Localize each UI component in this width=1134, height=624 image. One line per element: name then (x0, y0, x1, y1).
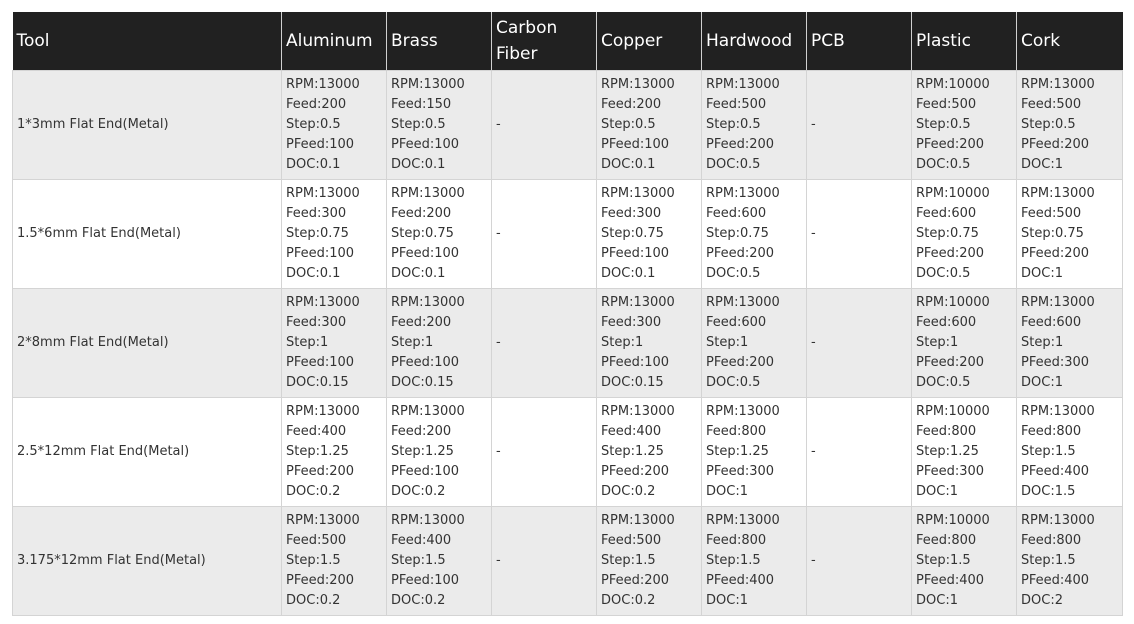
setting-line: Step:1.5 (916, 552, 971, 568)
setting-line: PFeed:300 (1021, 354, 1090, 370)
setting-line: Feed:300 (286, 205, 347, 221)
setting-line: - (496, 443, 501, 459)
setting-line: DOC:0.5 (706, 374, 761, 390)
setting-line: Step:1 (706, 334, 749, 350)
setting-line: RPM:13000 (601, 403, 675, 419)
setting-line: Step:1.25 (391, 443, 454, 459)
setting-line: PFeed:100 (601, 354, 670, 370)
setting-line: DOC:0.2 (601, 483, 656, 499)
setting-line: Feed:200 (391, 205, 452, 221)
setting-line: Feed:500 (916, 96, 977, 112)
setting-line: Feed:600 (916, 314, 977, 330)
setting-line: Step:0.75 (601, 225, 664, 241)
settings-cell (282, 397, 387, 506)
settings-cell (1017, 506, 1123, 615)
setting-line: DOC:0.1 (286, 265, 341, 281)
setting-line: DOC:0.1 (391, 156, 446, 172)
setting-line: DOC:0.5 (706, 265, 761, 281)
column-header-plastic: Plastic (912, 12, 1017, 70)
setting-line: Feed:500 (601, 532, 662, 548)
settings-cell (912, 179, 1017, 288)
setting-line: RPM:13000 (286, 512, 360, 528)
setting-line: RPM:13000 (706, 185, 780, 201)
settings-cell (807, 397, 912, 506)
settings-cell (387, 506, 492, 615)
setting-line: RPM:13000 (706, 294, 780, 310)
settings-cell (912, 288, 1017, 397)
setting-line: PFeed:200 (601, 463, 670, 479)
settings-cell (1017, 288, 1123, 397)
setting-line: PFeed:100 (286, 245, 355, 261)
setting-line: PFeed:400 (706, 572, 775, 588)
setting-line: RPM:10000 (916, 185, 990, 201)
settings-cell (282, 179, 387, 288)
setting-line: Step:1 (391, 334, 434, 350)
setting-line: - (811, 225, 816, 241)
setting-line: Feed:300 (286, 314, 347, 330)
setting-line: PFeed:200 (1021, 245, 1090, 261)
setting-line: RPM:13000 (391, 185, 465, 201)
settings-cell (702, 506, 807, 615)
column-header-carbon-fiber: Carbon Fiber (492, 12, 597, 70)
setting-line: Step:1.25 (286, 443, 349, 459)
setting-line: Feed:200 (286, 96, 347, 112)
setting-line: Feed:300 (601, 314, 662, 330)
settings-cell (1017, 397, 1123, 506)
setting-line: - (811, 116, 816, 132)
setting-line: - (496, 116, 501, 132)
setting-line: Feed:400 (286, 423, 347, 439)
setting-line: DOC:1 (1021, 374, 1063, 390)
settings-cell (912, 397, 1017, 506)
settings-cell (282, 506, 387, 615)
setting-line: DOC:0.1 (286, 156, 341, 172)
setting-line: Step:1.5 (1021, 552, 1076, 568)
setting-line: DOC:0.5 (916, 374, 971, 390)
setting-line: RPM:13000 (601, 76, 675, 92)
settings-cell (807, 70, 912, 179)
setting-line: DOC:0.5 (916, 265, 971, 281)
setting-line: PFeed:200 (286, 572, 355, 588)
table-row (13, 179, 1123, 288)
settings-cell (1017, 70, 1123, 179)
setting-line: Step:0.5 (1021, 116, 1076, 132)
setting-line: Step:0.75 (391, 225, 454, 241)
setting-line: DOC:0.2 (286, 592, 341, 608)
setting-line: Feed:800 (916, 423, 977, 439)
setting-line: Step:0.75 (916, 225, 979, 241)
setting-line: RPM:13000 (706, 76, 780, 92)
setting-line: RPM:13000 (391, 512, 465, 528)
setting-line: DOC:0.1 (601, 156, 656, 172)
settings-cell (492, 506, 597, 615)
setting-line: Step:1.5 (706, 552, 761, 568)
settings-cell (387, 397, 492, 506)
settings-cell (387, 179, 492, 288)
setting-line: Feed:400 (601, 423, 662, 439)
settings-cell (702, 397, 807, 506)
tool-name-cell: 1*3mm Flat End(Metal) (13, 70, 282, 179)
settings-cell (387, 288, 492, 397)
setting-line: PFeed:200 (706, 136, 775, 152)
setting-line: PFeed:200 (706, 245, 775, 261)
tool-name-cell: 3.175*12mm Flat End(Metal) (13, 506, 282, 615)
setting-line: Feed:200 (391, 314, 452, 330)
setting-line: Step:0.5 (706, 116, 761, 132)
setting-line: RPM:13000 (286, 185, 360, 201)
setting-line: - (811, 443, 816, 459)
setting-line: RPM:13000 (1021, 294, 1095, 310)
setting-line: DOC:1 (706, 592, 748, 608)
settings-cell (702, 288, 807, 397)
settings-cell (807, 288, 912, 397)
setting-line: RPM:13000 (391, 403, 465, 419)
settings-cell (492, 288, 597, 397)
tool-name-cell: 2*8mm Flat End(Metal) (13, 288, 282, 397)
setting-line: Step:0.75 (706, 225, 769, 241)
setting-line: RPM:10000 (916, 403, 990, 419)
column-header-brass: Brass (387, 12, 492, 70)
setting-line: RPM:13000 (391, 76, 465, 92)
setting-line: Step:0.75 (1021, 225, 1084, 241)
setting-line: DOC:2 (1021, 592, 1063, 608)
setting-line: Feed:300 (601, 205, 662, 221)
settings-cell (597, 179, 702, 288)
settings-cell (702, 70, 807, 179)
setting-line: PFeed:100 (391, 245, 460, 261)
setting-line: RPM:13000 (601, 294, 675, 310)
setting-line: PFeed:200 (916, 354, 985, 370)
setting-line: Step:1 (1021, 334, 1064, 350)
setting-line: Step:0.5 (286, 116, 341, 132)
settings-cell (807, 179, 912, 288)
settings-cell (492, 70, 597, 179)
feeds-speeds-table-container (12, 12, 1122, 616)
setting-line: Feed:150 (391, 96, 452, 112)
setting-line: DOC:0.5 (706, 156, 761, 172)
setting-line: Step:1.25 (601, 443, 664, 459)
setting-line: Step:1.5 (286, 552, 341, 568)
column-header-cork: Cork (1017, 12, 1123, 70)
setting-line: Feed:800 (1021, 423, 1082, 439)
setting-line: RPM:13000 (286, 403, 360, 419)
setting-line: PFeed:200 (706, 354, 775, 370)
setting-line: PFeed:200 (916, 136, 985, 152)
setting-line: Feed:200 (601, 96, 662, 112)
settings-cell (597, 506, 702, 615)
settings-cell (702, 179, 807, 288)
setting-line: DOC:1 (916, 483, 958, 499)
setting-line: Feed:600 (706, 205, 767, 221)
header-row (13, 12, 1123, 70)
setting-line: PFeed:300 (706, 463, 775, 479)
column-header-hardwood: Hardwood (702, 12, 807, 70)
setting-line: PFeed:300 (916, 463, 985, 479)
setting-line: PFeed:100 (391, 572, 460, 588)
setting-line: Step:1.5 (1021, 443, 1076, 459)
setting-line: RPM:13000 (706, 403, 780, 419)
setting-line: PFeed:100 (286, 136, 355, 152)
setting-line: DOC:0.2 (391, 592, 446, 608)
feeds-speeds-table (12, 12, 1123, 616)
table-header (13, 12, 1123, 70)
setting-line: Step:1 (286, 334, 329, 350)
setting-line: Feed:500 (286, 532, 347, 548)
setting-line: Feed:600 (706, 314, 767, 330)
settings-cell (492, 179, 597, 288)
setting-line: Feed:500 (706, 96, 767, 112)
setting-line: Step:1 (601, 334, 644, 350)
setting-line: DOC:0.2 (286, 483, 341, 499)
setting-line: RPM:10000 (916, 76, 990, 92)
column-header-tool: Tool (13, 12, 282, 70)
setting-line: Step:0.5 (391, 116, 446, 132)
setting-line: - (496, 334, 501, 350)
settings-cell (597, 288, 702, 397)
setting-line: Step:0.5 (916, 116, 971, 132)
table-row (13, 288, 1123, 397)
setting-line: PFeed:100 (601, 245, 670, 261)
setting-line: Feed:600 (916, 205, 977, 221)
setting-line: DOC:0.15 (601, 374, 664, 390)
setting-line: DOC:1 (1021, 156, 1063, 172)
setting-line: PFeed:100 (391, 354, 460, 370)
setting-line: PFeed:400 (916, 572, 985, 588)
tool-name-cell: 1.5*6mm Flat End(Metal) (13, 179, 282, 288)
setting-line: Step:0.75 (286, 225, 349, 241)
table-row (13, 70, 1123, 179)
setting-line: PFeed:200 (286, 463, 355, 479)
setting-line: - (811, 334, 816, 350)
setting-line: Feed:400 (391, 532, 452, 548)
settings-cell (387, 70, 492, 179)
setting-line: - (811, 552, 816, 568)
setting-line: Feed:800 (1021, 532, 1082, 548)
setting-line: PFeed:100 (601, 136, 670, 152)
column-header-pcb: PCB (807, 12, 912, 70)
setting-line: DOC:0.2 (391, 483, 446, 499)
setting-line: Feed:500 (1021, 205, 1082, 221)
setting-line: Step:1.25 (706, 443, 769, 459)
setting-line: PFeed:100 (391, 463, 460, 479)
setting-line: DOC:0.2 (601, 592, 656, 608)
setting-line: RPM:13000 (391, 294, 465, 310)
setting-line: RPM:13000 (601, 512, 675, 528)
setting-line: PFeed:400 (1021, 463, 1090, 479)
setting-line: Feed:800 (706, 423, 767, 439)
setting-line: PFeed:200 (1021, 136, 1090, 152)
settings-cell (1017, 179, 1123, 288)
setting-line: RPM:10000 (916, 294, 990, 310)
table-row (13, 506, 1123, 615)
setting-line: PFeed:100 (391, 136, 460, 152)
table-body (13, 70, 1123, 615)
setting-line: Step:0.5 (601, 116, 656, 132)
setting-line: RPM:13000 (1021, 76, 1095, 92)
setting-line: RPM:13000 (286, 294, 360, 310)
setting-line: Feed:500 (1021, 96, 1082, 112)
setting-line: PFeed:100 (286, 354, 355, 370)
setting-line: DOC:1 (1021, 265, 1063, 281)
setting-line: DOC:1 (916, 592, 958, 608)
setting-line: PFeed:200 (916, 245, 985, 261)
setting-line: RPM:13000 (1021, 403, 1095, 419)
settings-cell (492, 397, 597, 506)
settings-cell (912, 506, 1017, 615)
setting-line: - (496, 552, 501, 568)
setting-line: PFeed:200 (601, 572, 670, 588)
setting-line: RPM:13000 (1021, 185, 1095, 201)
settings-cell (282, 288, 387, 397)
setting-line: PFeed:400 (1021, 572, 1090, 588)
tool-name-cell: 2.5*12mm Flat End(Metal) (13, 397, 282, 506)
setting-line: DOC:1.5 (1021, 483, 1076, 499)
setting-line: Step:1 (916, 334, 959, 350)
setting-line: Feed:800 (706, 532, 767, 548)
settings-cell (912, 70, 1017, 179)
setting-line: DOC:0.15 (286, 374, 349, 390)
setting-line: RPM:13000 (1021, 512, 1095, 528)
column-header-copper: Copper (597, 12, 702, 70)
setting-line: RPM:13000 (286, 76, 360, 92)
setting-line: RPM:10000 (916, 512, 990, 528)
setting-line: Step:1.5 (601, 552, 656, 568)
column-header-aluminum: Aluminum (282, 12, 387, 70)
setting-line: Step:1.25 (916, 443, 979, 459)
settings-cell (282, 70, 387, 179)
setting-line: RPM:13000 (601, 185, 675, 201)
settings-cell (597, 70, 702, 179)
setting-line: DOC:0.15 (391, 374, 454, 390)
setting-line: Feed:200 (391, 423, 452, 439)
setting-line: Feed:800 (916, 532, 977, 548)
setting-line: Feed:600 (1021, 314, 1082, 330)
setting-line: Step:1.5 (391, 552, 446, 568)
table-row (13, 397, 1123, 506)
setting-line: DOC:1 (706, 483, 748, 499)
setting-line: RPM:13000 (706, 512, 780, 528)
setting-line: DOC:0.5 (916, 156, 971, 172)
settings-cell (597, 397, 702, 506)
setting-line: - (496, 225, 501, 241)
setting-line: DOC:0.1 (601, 265, 656, 281)
settings-cell (807, 506, 912, 615)
setting-line: DOC:0.1 (391, 265, 446, 281)
